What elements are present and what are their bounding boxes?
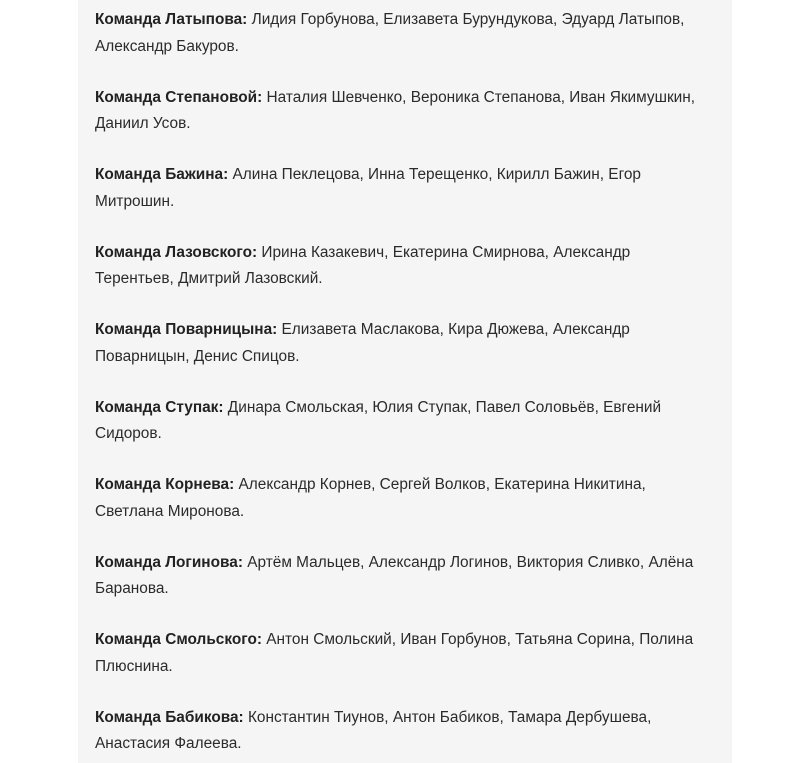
- team-entry-loginov: [95, 550, 705, 603]
- team-label: Команда Бабикова:: [95, 708, 244, 726]
- team-members: Елизавета Маслакова, Кира Дюжева, Александр Поварницын, Денис Спицов.: [95, 321, 630, 365]
- team-label: Команда Логинова:: [95, 553, 243, 571]
- team-members: Константин Тиунов, Антон Бабиков, Тамара Дербушева, Анастасия Фалеева.: [95, 708, 652, 752]
- team-entry-latypov: [95, 7, 705, 60]
- team-label: Команда Поварницына:: [95, 321, 278, 338]
- team-label: Команда Ступак:: [95, 398, 224, 416]
- team-members: Динара Смольская, Юлия Ступак, Павел Соловьёв, Евгений Сидоров.: [95, 398, 662, 442]
- team-members: Александр Корнев, Сергей Волков, Екатерина Никитина, Светлана Миронова.: [95, 476, 646, 520]
- team-label: Команда Степановой:: [95, 88, 263, 106]
- team-label: Команда Смольского:: [95, 631, 262, 648]
- article-content: [78, 0, 732, 763]
- team-entry-lazovsky: [95, 240, 705, 293]
- team-members: Лидия Горбунова, Елизавета Бурундукова, Эдуард Латыпов, Александр Бакуров.: [95, 11, 685, 55]
- team-members: Алина Пеклецова, Инна Терещенко, Кирилл Бажин, Егор Митрошин.: [95, 166, 641, 210]
- team-entry-bazhin: [95, 162, 705, 215]
- team-entry-povarnitsyn: [95, 317, 705, 370]
- team-members: Наталия Шевченко, Вероника Степанова, Иван Якимушкин, Даниил Усов.: [95, 88, 696, 132]
- team-entry-stupak: [95, 395, 705, 448]
- team-members: Ирина Казакевич, Екатерина Смирнова, Александр Терентьев, Дмитрий Лазовский.: [95, 243, 631, 287]
- team-label: Команда Бажина:: [95, 166, 229, 183]
- team-members: Антон Смольский, Иван Горбунов, Татьяна Сорина, Полина Плюснина.: [95, 631, 694, 675]
- team-entry-babikov: [95, 705, 705, 758]
- team-members: Артём Мальцев, Александр Логинов, Виктория Сливко, Алёна Баранова.: [95, 553, 694, 597]
- team-list: [95, 7, 705, 763]
- team-entry-stepanova: [95, 85, 705, 138]
- team-entry-kornev: [95, 472, 705, 525]
- team-entry-smolsky: [95, 627, 705, 680]
- team-label: Команда Латыпова:: [95, 11, 248, 28]
- team-label: Команда Корнева:: [95, 476, 235, 493]
- team-label: Команда Лазовского:: [95, 243, 258, 261]
